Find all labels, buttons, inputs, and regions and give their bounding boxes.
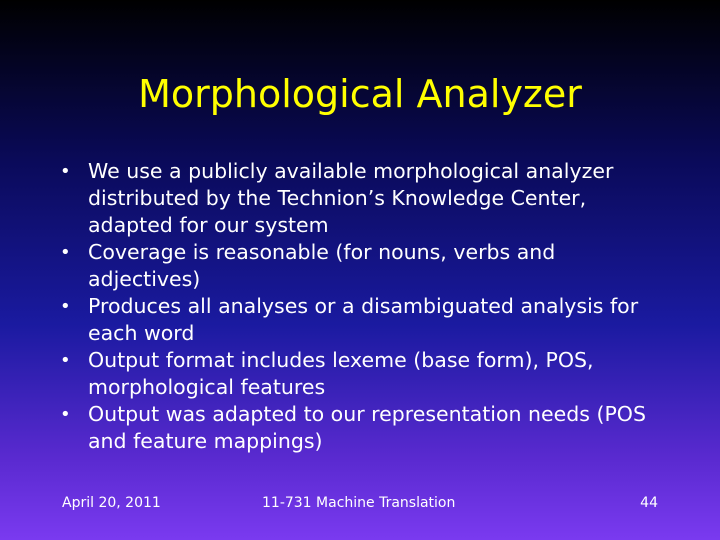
bullet-item <box>60 293 660 347</box>
footer-page-number: 44 <box>640 495 658 511</box>
bullet-icon: • <box>60 161 71 182</box>
bullet-text: Produces all analyses or a disambiguated analysis for each word <box>88 294 639 345</box>
bullet-icon: • <box>60 296 71 317</box>
bullet-icon: • <box>60 242 71 263</box>
bullet-icon: • <box>60 350 71 371</box>
bullet-item <box>60 239 660 293</box>
bullet-text: We use a publicly available morphological analyzer distributed by the Technion’s Knowledge Center, adapted for our system <box>88 159 614 237</box>
slide-title: Morphological Analyzer <box>138 72 582 116</box>
bullet-icon: • <box>60 404 71 425</box>
bullet-list <box>60 158 660 455</box>
bullet-item <box>60 158 660 239</box>
bullet-item <box>60 347 660 401</box>
bullet-item <box>60 401 660 455</box>
footer-course-title: 11-731 Machine Translation <box>262 495 456 511</box>
bullet-text: Output was adapted to our representation needs (POS and feature mappings) <box>88 402 646 453</box>
bullet-text: Coverage is reasonable (for nouns, verbs and adjectives) <box>88 240 556 291</box>
bullet-text: Output format includes lexeme (base form), POS, morphological features <box>88 348 594 399</box>
footer-date: April 20, 2011 <box>62 495 161 511</box>
